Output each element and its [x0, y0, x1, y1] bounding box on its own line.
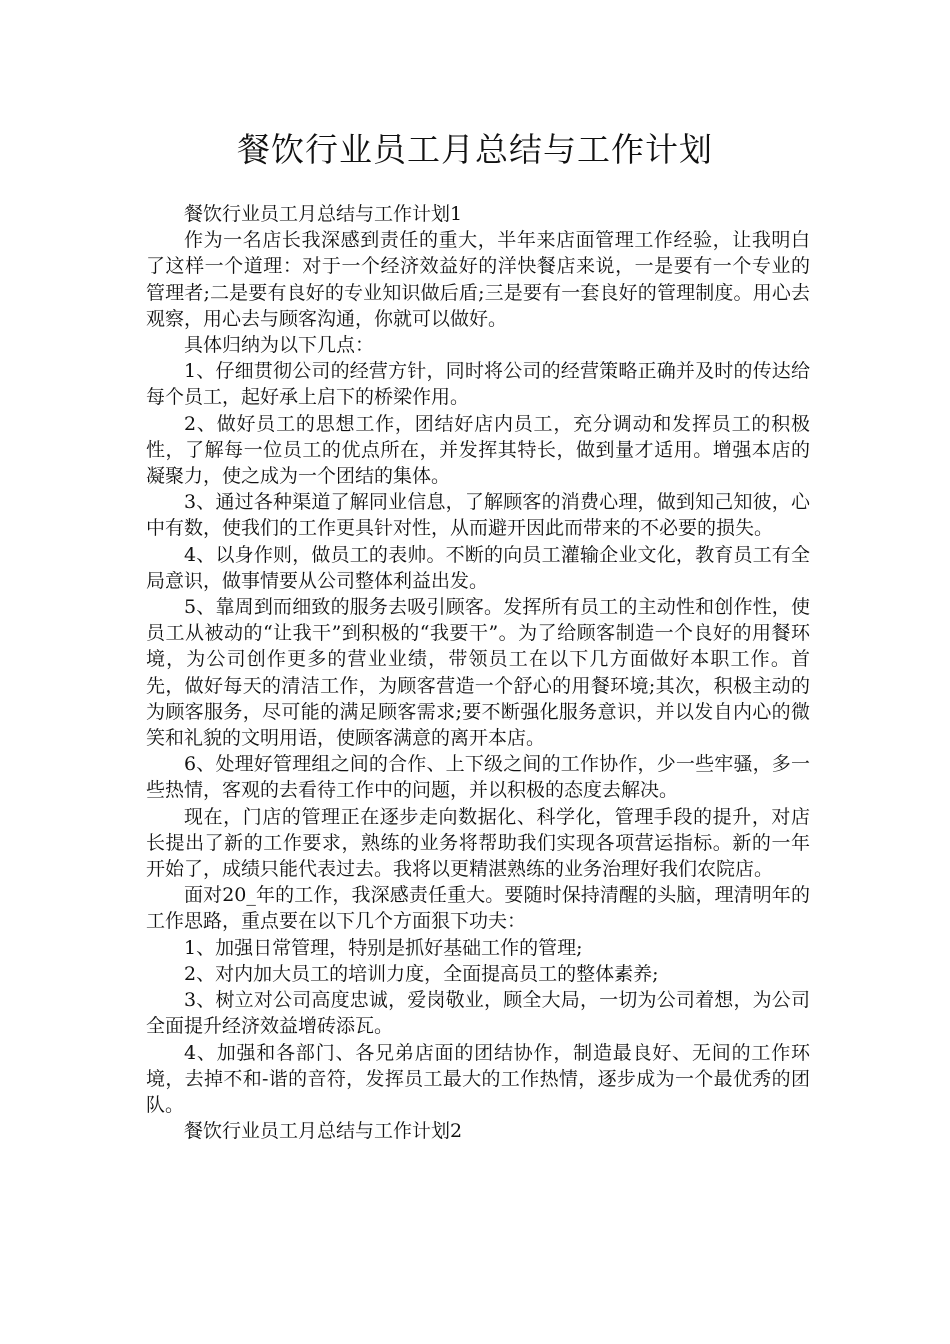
summary-point-4: 4、以身作则，做员工的表帅。不断的向员工灌输企业文化，教育员工有全局意识，做事情要从公司整体利益出发。: [146, 543, 810, 592]
summary-point-5: 5、靠周到而细致的服务去吸引顾客。发挥所有员工的主动性和创作性，使员工从被动的“让我干”到积极的“我要干”。为了给顾客制造一个良好的用餐环境，为公司创作更多的营业业绩，带领员工在以下几方面做好本职工作。首先，做好每天的清洁工作，为顾客营造一个舒心的用餐环境;其次，积极主动的为顾客服务，尽可能的满足顾客需求;要不断强化服务意识，并以发自内心的微笑和礼貌的文明用语，使顾客满意的离开本店。: [146, 596, 810, 750]
plan-point-1: 1、加强日常管理，特别是抓好基础工作的管理;: [184, 936, 583, 959]
summary-point-3: 3、通过各种渠道了解同业信息，了解顾客的消费心理，做到知己知彼，心中有数，使我们的工作更具针对性，从而避开因此而带来的不必要的损失。: [146, 491, 810, 540]
intro-paragraph: 作为一名店长我深感到责任的重大，半年来店面管理工作经验，让我明白了这样一个道理：对于一个经济效益好的洋快餐店来说，一是要有一个专业的管理者;二是要有良好的专业知识做后盾;三是要有一套良好的管理制度。用心去观察，用心去与顾客沟通，你就可以做好。: [146, 229, 810, 330]
section-heading-1: 餐饮行业员工月总结与工作计划1: [184, 203, 463, 225]
summary-point-6: 6、处理好管理组之间的合作、上下级之间的工作协作，少一些牢骚，多一些热情，客观的去看待工作中的问题，并以积极的态度去解决。: [146, 753, 810, 802]
document-title: 餐饮行业员工月总结与工作计划: [237, 130, 713, 169]
current-status-paragraph: 现在，门店的管理正在逐步走向数据化、科学化，管理手段的提升，对店长提出了新的工作要求，熟练的业务将帮助我们实现各项营运指标。新的一年开始了，成绩只能代表过去。我将以更精湛熟练的业务治理好我们农院店。: [146, 805, 810, 881]
plan-point-2: 2、对内加大员工的培训力度，全面提高员工的整体素养;: [184, 962, 659, 985]
summary-point-1: 1、仔细贯彻公司的经营方针，同时将公司的经营策略正确并及时的传达给每个员工，起好承上启下的桥梁作用。: [146, 360, 810, 409]
plan-point-4: 4、加强和各部门、各兄弟店面的团结协作，制造最良好、无间的工作环境，去掉不和-谐的音符，发挥员工最大的工作热情，逐步成为一个最优秀的团队。: [146, 1041, 810, 1116]
document-body: [146, 201, 810, 1144]
summary-point-2: 2、做好员工的思想工作，团结好店内员工，充分调动和发挥员工的积极性，了解每一位员工的优点所在，并发挥其特长，做到量才适用。增强本店的凝聚力，使之成为一个团结的集体。: [146, 412, 810, 488]
section-heading-2: 餐饮行业员工月总结与工作计划2: [184, 1120, 463, 1143]
plan-lead-paragraph: 面对20_年的工作，我深感责任重大。要随时保持清醒的头脑，理清明年的工作思路，重点要在以下几个方面狠下功夫：: [146, 884, 810, 933]
plan-point-3: 3、树立对公司高度忠诚，爱岗敬业，顾全大局，一切为公司着想，为公司全面提升经济效益增砖添瓦。: [146, 989, 810, 1038]
summary-lead-paragraph: 具体归纳为以下几点：: [184, 334, 375, 357]
